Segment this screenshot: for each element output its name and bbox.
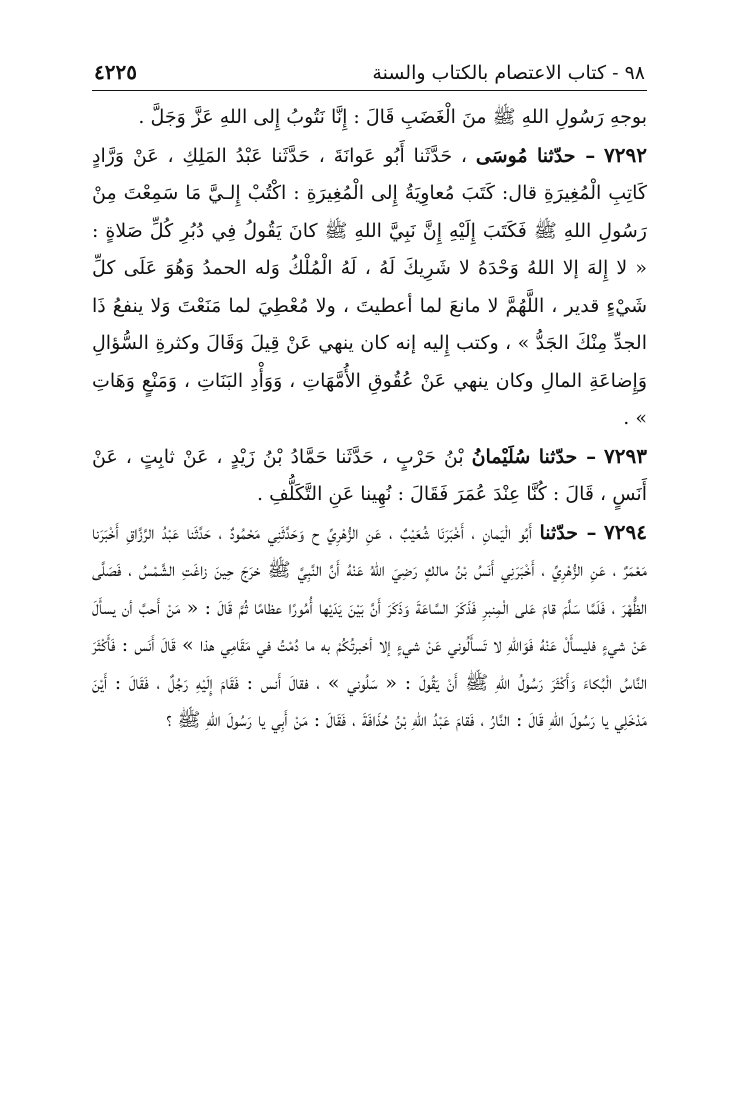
hadith-7294: ٧٢٩٤ – حدّثنا أَبُو الْيَمانِ ، أَخْبَرَنَا شُعَيْبٌ ، عَنِ الزُّهْرِيِّ ح وَحَدَّثَنِي مَحْمُودٌ ، حَدَّثَنا عَبْدُ الرَّزَّاقِ أَخْبَرَنا مَعْمَرٌ ، عَنِ الزُّهْرِيِّ ، أَخْبَرَنِي أَنَسُ بْنُ مالكٍ رَضِيَ اللهُ عَنْهُ أَنَّ النَّبِيَّ ﷺ خرَجَ حِينَ زاغَتِ الشَّمْسُ ، فَصَلَّى الظُّهْرَ ، فَلَمَّا سَلَّمَ قامَ عَلى الْمِنبرِ فَذَكَرَ السَّاعَةَ وَذَكَرَ أَنَّ بَيْنَ يَدَيْها أُمُورًا عظامًا ثُمَّ قَالَ : « مَنْ أَحبَّ أن يسأَلَ عَنْ شيءٍ فليسأَلْ عَنْهُ فَوَاللهِ لا تَسأَلُوني عَنْ شيءٍ إلا أخبرتُكُمْ به ما دُمْتُ في مَقَامِي هذا » قَالَ أَنَس : فَأَكْثَرَ النَّاسُ الْبُكاءَ وَأَكْثَرَ رَسُولُ اللهِ ﷺ أَنْ يَقُولَ : « سَلُوني » ، فقالَ أَنس : فَقَامَ إِلَيْهِ رَجُلٌ ، فَقَالَ : أَيْنَ مَدْخَلِي يا رَسُولَ اللهِ قَالَ : النَّارُ ، فَقامَ عَبْدُ اللهِ بْنُ حُذَافَةَ ، فَقَالَ : مَنْ أَبِي يا رَسُولَ اللهِ ﷺ ؟ <box>92 519 648 731</box>
hadith-text: بْنُ حَرْبٍ ، حَدَّثَنا حَمَّادُ بْنُ زَيْدٍ ، عَنْ ثابِتٍ ، عَنْ أَنَسٍ ، قَالَ : كُنَّا عِنْدَ عُمَرَ فَقَالَ : نُهِينا عَنِ التَّكَلُّفِ . <box>92 445 647 505</box>
page-header <box>92 60 647 91</box>
paragraph-continuation <box>92 99 647 137</box>
hadith-number: ٧٢٩٢ <box>604 142 648 167</box>
hadith-text: ، حَدَّثَنا أَبُو عَوانَةَ ، حَدَّثَنا عَبْدُ المَلِكِ ، عَنْ وَرَّادٍ كَاتِبِ الْمُغِيرَةِ قال: كَتَبَ مُعاوِيَةُ إِلى الْمُغِيرَةِ : اكْتُبْ إِلـيَّ مَا سَمِعْتَ مِنْ رَسُولِ اللهِ ﷺ فَكَتَبَ إِلَيْهِ إِنَّ نَبِيَّ اللهِ ﷺ كانَ يَقُولُ فِي دُبُرِ كُلِّ صَلاةٍ : « لا إِلهَ إلا اللهُ وَحْدَهُ لا شَرِيكَ لَهُ ، لَهُ الْمُلْكُ وَله الحمدُ وَهُوَ عَلَى كلِّ شَيْءٍ قدير ، اللَّهُمَّ لا مانعَ لما أعطيتَ ، ولا مُعْطِيَ لما مَنَعْتَ وَلا ينفعُ ذَا الجدِّ مِنْكَ الجَدُّ » ، وكتب إِليه إنه كان ينهي عَنْ قِيلَ وَقَالَ وكثرةِ السُّؤالِ وَإِضاعَةِ المالِ وكان ينهي عَنْ عُقُوقِ الأُمَّهَاتِ ، وَوَأْدِ البَنَاتِ ، وَمَنْعٍ وَهَاتِ » . <box>92 144 647 429</box>
paragraph-text: بوجهِ رَسُولِ اللهِ ﷺ منَ الْغَضَبِ قَالَ : إِنَّا نَتُوبُ إِلى اللهِ عَزَّ وَجَلَّ . <box>138 106 647 128</box>
page-body <box>92 99 647 740</box>
hadith-lead: حدّثنا سُلَيْمانُ <box>471 445 578 468</box>
page-number: ٤٢٢٥ <box>94 60 137 84</box>
hadith-lead: حدّثنا <box>539 521 578 544</box>
book-page <box>92 60 647 740</box>
hadith-7293: ٧٢٩٣ – حدّثنا سُلَيْمانُ بْنُ حَرْبٍ ، حَدَّثَنا حَمَّادُ بْنُ زَيْدٍ ، عَنْ ثابِتٍ ، عَنْ أَنَسٍ ، قَالَ : كُنَّا عِنْدَ عُمَرَ فَقَالَ : نُهِينا عَنِ التَّكَلُّفِ . <box>92 443 647 505</box>
hadith-lead: حدّثنا مُوسَى <box>475 144 576 167</box>
hadith-number: ٧٢٩٤ <box>604 519 648 544</box>
hadith-7292: ٧٢٩٢ – حدّثنا مُوسَى ، حَدَّثَنا أَبُو عَوانَةَ ، حَدَّثَنا عَبْدُ المَلِكِ ، عَنْ وَرَّادٍ كَاتِبِ الْمُغِيرَةِ قال: كَتَبَ مُعاوِيَةُ إِلى الْمُغِيرَةِ : اكْتُبْ إِلـيَّ مَا سَمِعْتَ مِنْ رَسُولِ اللهِ ﷺ فَكَتَبَ إِلَيْهِ إِنَّ نَبِيَّ اللهِ ﷺ كانَ يَقُولُ فِي دُبُرِ كُلِّ صَلاةٍ : « لا إِلهَ إلا اللهُ وَحْدَهُ لا شَرِيكَ لَهُ ، لَهُ الْمُلْكُ وَله الحمدُ وَهُوَ عَلَى كلِّ شَيْءٍ قدير ، اللَّهُمَّ لا مانعَ لما أعطيتَ ، ولا مُعْطِيَ لما مَنَعْتَ وَلا ينفعُ ذَا الجدِّ مِنْكَ الجَدُّ » ، وكتب إِليه إنه كان ينهي عَنْ قِيلَ وَقَالَ وكثرةِ السُّؤالِ وَإِضاعَةِ المالِ وكان ينهي عَنْ عُقُوقِ الأُمَّهَاتِ ، وَوَأْدِ البَنَاتِ ، وَمَنْعٍ وَهَاتِ » . <box>92 142 648 429</box>
running-title: ٩٨ - كتاب الاعتصام بالكتاب والسنة <box>372 62 645 84</box>
hadith-number: ٧٢٩٣ <box>604 443 647 468</box>
hadith-text: أَبُو الْيَمانِ ، أَخْبَرَنَا شُعَيْبٌ ، عَنِ الزُّهْرِيِّ ح وَحَدَّثَنِي مَحْمُودٌ ، حَدَّثَنا عَبْدُ الرَّزَّاقِ أَخْبَرَنا مَعْمَرٌ ، عَنِ الزُّهْرِيِّ ، أَخْبَرَنِي أَنَسُ بْنُ مالكٍ رَضِيَ اللهُ عَنْهُ أَنَّ النَّبِيَّ ﷺ خرَجَ حِينَ زاغَتِ الشَّمْسُ ، فَصَلَّى الظُّهْرَ ، فَلَمَّا سَلَّمَ قامَ عَلى الْمِنبرِ فَذَكَرَ السَّاعَةَ وَذَكَرَ أَنَّ بَيْنَ يَدَيْها أُمُورًا عظامًا ثُمَّ قَالَ : « مَنْ أَحبَّ أن يسأَلَ عَنْ شيءٍ فليسأَلْ عَنْهُ فَوَاللهِ لا تَسأَلُوني عَنْ شيءٍ إلا أخبرتُكُمْ به ما دُمْتُ في مَقَامِي هذا » قَالَ أَنَس : فَأَكْثَرَ النَّاسُ الْبُكاءَ وَأَكْثَرَ رَسُولُ اللهِ ﷺ أَنْ يَقُولَ : « سَلُوني » ، فقالَ أَنس : فَقَامَ إِلَيْهِ رَجُلٌ ، فَقَالَ : أَيْنَ مَدْخَلِي يا رَسُولَ اللهِ قَالَ : النَّارُ ، فَقامَ عَبْدُ اللهِ بْنُ حُذَافَةَ ، فَقَالَ : مَنْ أَبِي يا رَسُولَ اللهِ ﷺ ؟ <box>92 521 647 731</box>
